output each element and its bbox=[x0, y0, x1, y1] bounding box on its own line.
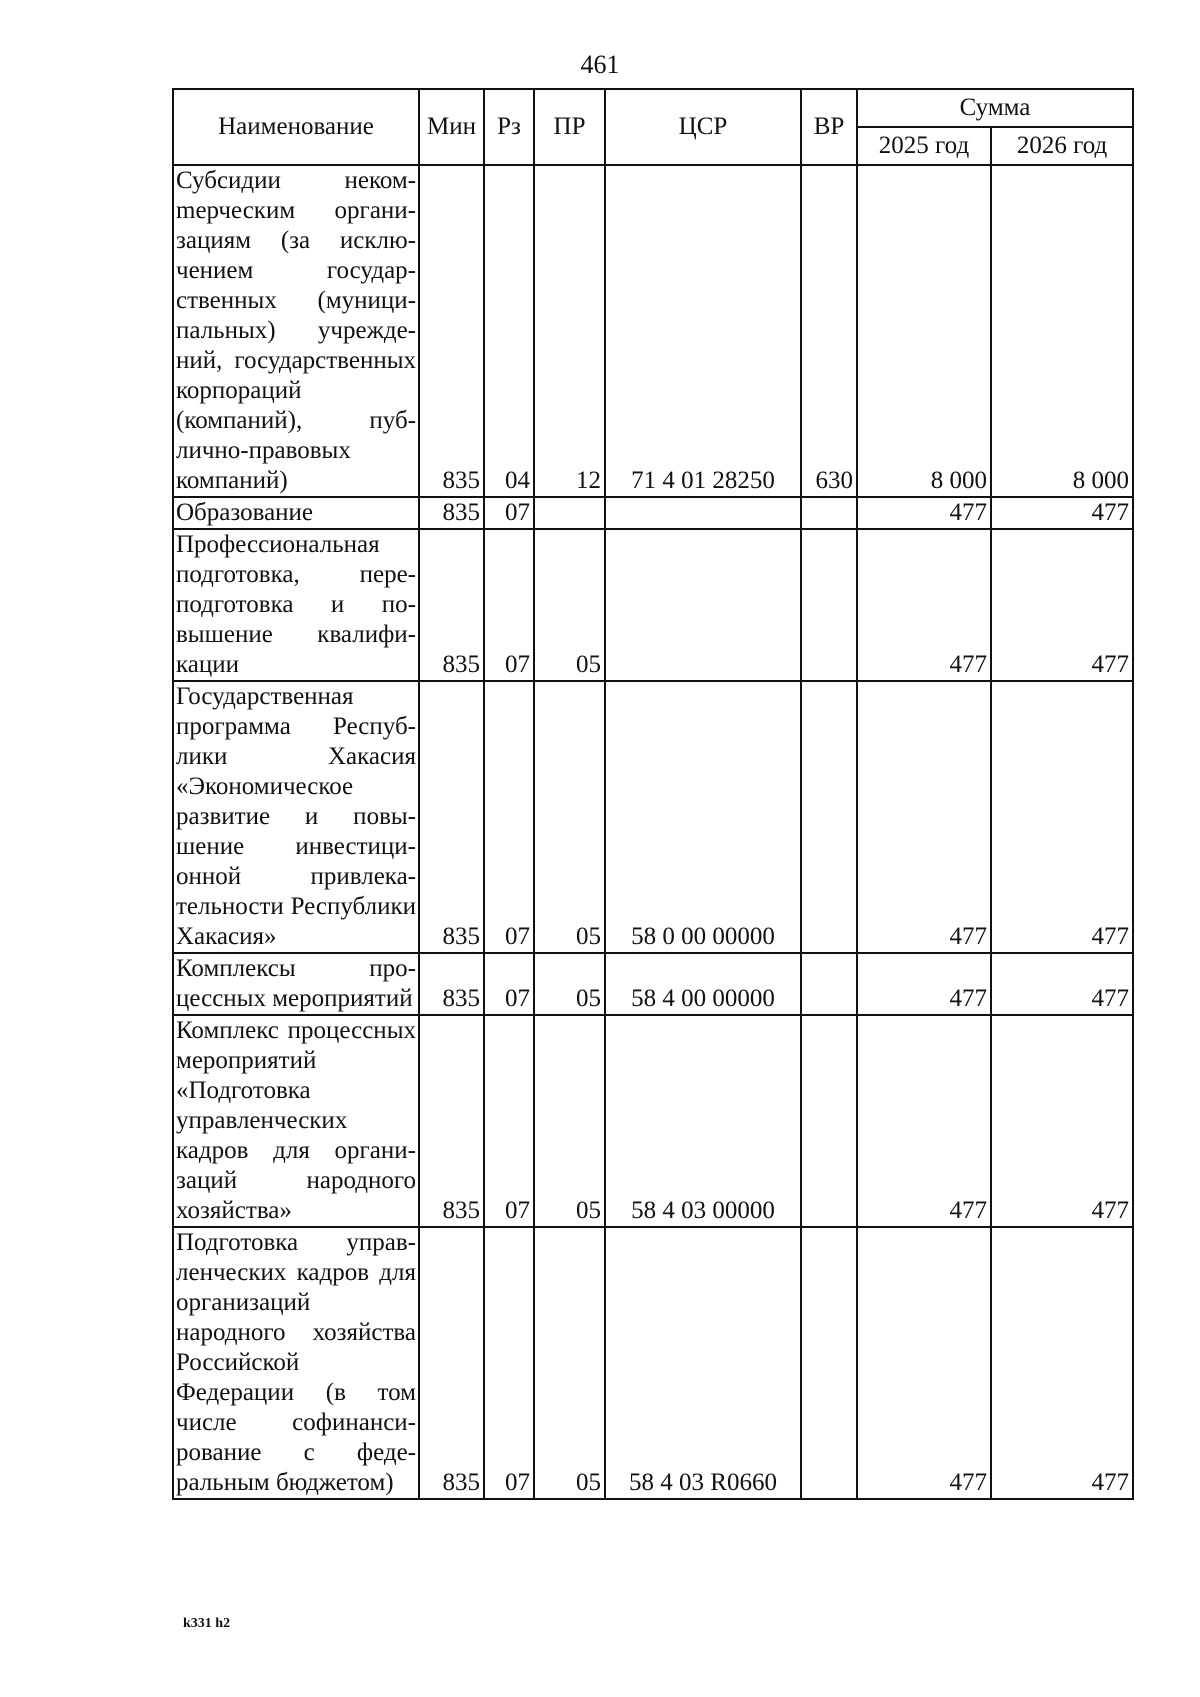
row-min: 835 bbox=[419, 497, 484, 529]
row-name: Субсидии некомmерческим организациям (за исключением государственных (муниципальных) учреждений, государственных корпораций (компаний), публично-правовых компаний) bbox=[173, 165, 419, 497]
row-vr bbox=[801, 1227, 857, 1499]
row-rz: 07 bbox=[484, 1015, 534, 1227]
row-min: 835 bbox=[419, 1227, 484, 1499]
row-min: 835 bbox=[419, 529, 484, 681]
row-vr bbox=[801, 1015, 857, 1227]
table-row bbox=[173, 1227, 1133, 1499]
row-pr: 05 bbox=[534, 681, 605, 953]
footer-code: k331 h2 bbox=[183, 1616, 231, 1631]
row-csr bbox=[605, 497, 801, 529]
row-sum-2025: 477 bbox=[857, 681, 991, 953]
row-pr: 12 bbox=[534, 165, 605, 497]
row-name: Профессиональная подготовка, переподготовка и повышение квалификации bbox=[173, 529, 419, 681]
header-year-2025: 2025 год bbox=[857, 127, 991, 165]
table-row bbox=[173, 953, 1133, 1015]
page-number: 461 bbox=[580, 50, 620, 79]
row-sum-2025: 8 000 bbox=[857, 165, 991, 497]
row-min: 835 bbox=[419, 953, 484, 1015]
row-vr bbox=[801, 529, 857, 681]
row-name: Комплексы процессных мероприятий bbox=[173, 953, 419, 1015]
row-vr bbox=[801, 953, 857, 1015]
row-sum-2025: 477 bbox=[857, 953, 991, 1015]
row-vr bbox=[801, 497, 857, 529]
row-sum-2025: 477 bbox=[857, 1227, 991, 1499]
table-row bbox=[173, 529, 1133, 681]
table-row bbox=[173, 497, 1133, 529]
row-sum-2025: 477 bbox=[857, 1015, 991, 1227]
row-csr: 58 4 00 00000 bbox=[605, 953, 801, 1015]
row-sum-2026: 477 bbox=[991, 953, 1133, 1015]
row-sum-2026: 477 bbox=[991, 529, 1133, 681]
row-sum-2026: 477 bbox=[991, 1015, 1133, 1227]
row-pr: 05 bbox=[534, 1015, 605, 1227]
row-sum-2026: 477 bbox=[991, 1227, 1133, 1499]
row-rz: 07 bbox=[484, 497, 534, 529]
row-sum-2025: 477 bbox=[857, 497, 991, 529]
header-vr: ВР bbox=[801, 89, 857, 165]
table-row bbox=[173, 1015, 1133, 1227]
row-min: 835 bbox=[419, 165, 484, 497]
row-sum-2026: 8 000 bbox=[991, 165, 1133, 497]
row-csr bbox=[605, 529, 801, 681]
header-year-2026: 2026 год bbox=[991, 127, 1133, 165]
row-rz: 04 bbox=[484, 165, 534, 497]
table-header bbox=[173, 89, 1133, 165]
row-min: 835 bbox=[419, 681, 484, 953]
header-csr: ЦСР bbox=[605, 89, 801, 165]
row-pr: 05 bbox=[534, 953, 605, 1015]
row-rz: 07 bbox=[484, 529, 534, 681]
header-min: Мин bbox=[419, 89, 484, 165]
row-name: Образование bbox=[173, 497, 419, 529]
row-pr: 05 bbox=[534, 1227, 605, 1499]
row-rz: 07 bbox=[484, 1227, 534, 1499]
row-min: 835 bbox=[419, 1015, 484, 1227]
header-name: Наименование bbox=[173, 89, 419, 165]
budget-table bbox=[172, 88, 1134, 1500]
header-sum: Сумма bbox=[857, 89, 1133, 127]
header-pr: ПР bbox=[534, 89, 605, 165]
row-sum-2026: 477 bbox=[991, 681, 1133, 953]
row-pr bbox=[534, 497, 605, 529]
row-sum-2026: 477 bbox=[991, 497, 1133, 529]
row-vr: 630 bbox=[801, 165, 857, 497]
row-csr: 58 4 03 R0660 bbox=[605, 1227, 801, 1499]
row-name: Государственная программа Республики Хакасия «Экономическое развитие и повышение инвестиционной привлекательности Республики Хакасия» bbox=[173, 681, 419, 953]
row-vr bbox=[801, 681, 857, 953]
row-rz: 07 bbox=[484, 681, 534, 953]
row-csr: 58 4 03 00000 bbox=[605, 1015, 801, 1227]
header-rz: Рз bbox=[484, 89, 534, 165]
table-row bbox=[173, 165, 1133, 497]
row-name: Подготовка управленческих кадров для организаций народного хозяйства Российской Федерации (в том числе софинансирование с федеральным бюджетом) bbox=[173, 1227, 419, 1499]
table-row bbox=[173, 681, 1133, 953]
row-csr: 71 4 01 28250 bbox=[605, 165, 801, 497]
row-pr: 05 bbox=[534, 529, 605, 681]
row-name: Комплекс процессных мероприятий «Подготовка управленческих кадров для организаций народного хозяйства» bbox=[173, 1015, 419, 1227]
row-csr: 58 0 00 00000 bbox=[605, 681, 801, 953]
row-rz: 07 bbox=[484, 953, 534, 1015]
row-sum-2025: 477 bbox=[857, 529, 991, 681]
